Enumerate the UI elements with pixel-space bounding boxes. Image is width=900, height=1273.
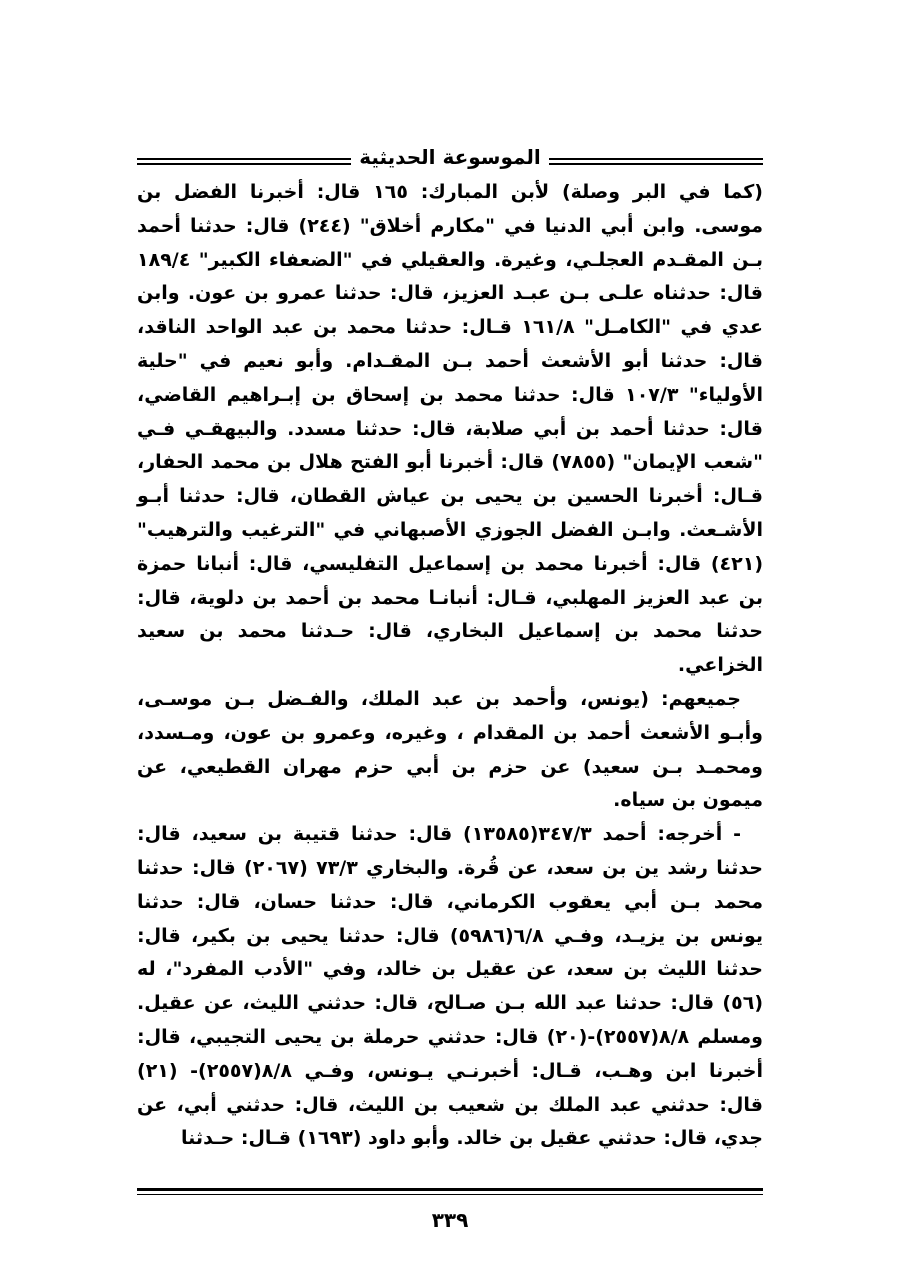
paragraph-1: (كما في البر وصلة) لأبن المبارك: ١٦٥ قال: أخبرنا الفضل بن موسى. وابن أبي الدنيا في "مكارم أخلاق" (٢٤٤) قال: حدثنا أحمد بـن المقـدم العجلـي، وغيرة. والعقيلي في "الضعفاء الكبير" ١٨٩/٤ قال: حدثناه علـى بـن عبـد العزيز، قال: حدثنا عمرو بن عون. وابن عدي في "الكامـل" ١٦١/٨ قـال: حدثنا محمد بن عبد الواحد الناقد، قال: حدثنا أبو الأشعث أحمد بـن المقـدام. وأبو نعيم في "حلية الأولياء" ١٠٧/٣ قال: حدثنا محمد بن إسحاق بن إبـراهيم القاضي، قال: حدثنا أحمد بن أبي صلابة، قال: حدثنا مسدد. والبيهقـي فـي "شعب الإيمان" (٧٨٥٥) قال: أخبرنا أبو الفتح هلال بن محمد الحفار، قـال: أخبرنا الحسين بن يحيى بن عياش القطان، قال: حدثنا أبـو الأشـعث. وابـن الفضل الجوزي الأصبهاني في "الترغيب والترهيب" (٤٢١) قال: أخبرنا محمد بن إسماعيل التفليسي، قال: أنبانا حمزة بن عبد العزيز المهلبي، قـال: أنبانـا محمد بن أحمد بن دلوية، قال: حدثنا محمد بن إسماعيل البخاري، قال: حـدثنا محمد بن سعيد الخزاعي. (137, 181, 763, 677)
body-text (137, 176, 763, 1156)
page-number: ٣٣٩ (431, 1208, 469, 1232)
paragraph-3: - أخرجه: أحمد ٣٤٧/٣(١٣٥٨٥) قال: حدثنا قتيبة بن سعيد، قال: حدثنا رشد ين بن سعد، عن قُرة. والبخاري ٧٣/٣ (٢٠٦٧) قال: حدثنا محمد بـن أبي يعقوب الكرماني، قال: حدثنا حسان، قال: حدثنا يونس بن يزيـد، وفـي ٦/٨(٥٩٨٦) قال: حدثنا يحيى بن بكير، قال: حدثنا الليث بن سعد، عن عقيل بن خالد، وفي "الأدب المفرد"، له (٥٦) قال: حدثنا عبد الله بـن صـالح، قال: حدثني الليث، عن عقيل. ومسلم ٨/٨(٢٥٥٧)-(٢٠) قال: حدثني حرملة بن يحيى التجيبي، قال: أخبرنا ابن وهـب، قـال: أخبرنـي يـونس، وفـي ٨/٨(٢٥٥٧)- (٢١) قال: حدثني عبد الملك بن شعيب بن الليث، قال: حدثني أبي، عن جدي، قال: حدثني عقيل بن خالد. وأبو داود (١٦٩٣) قـال: حـدثنا (137, 823, 763, 1150)
header-title: الموسوعة الحديثية (351, 145, 549, 169)
header-title-wrap (137, 144, 763, 170)
running-header (137, 140, 763, 174)
paragraph-2: جميعهم: (يونس، وأحمد بن عبد الملك، والفـضل بـن موسـى، وأبـو الأشعث أحمد بن المقدام ، وغيره، وعمرو بن عون، ومـسدد، ومحمـد بـن سعيد) عن حزم بن أبي حزم مهران القطيعي، عن ميمون بن سياه. (137, 687, 763, 812)
footer-rule (137, 1188, 763, 1195)
